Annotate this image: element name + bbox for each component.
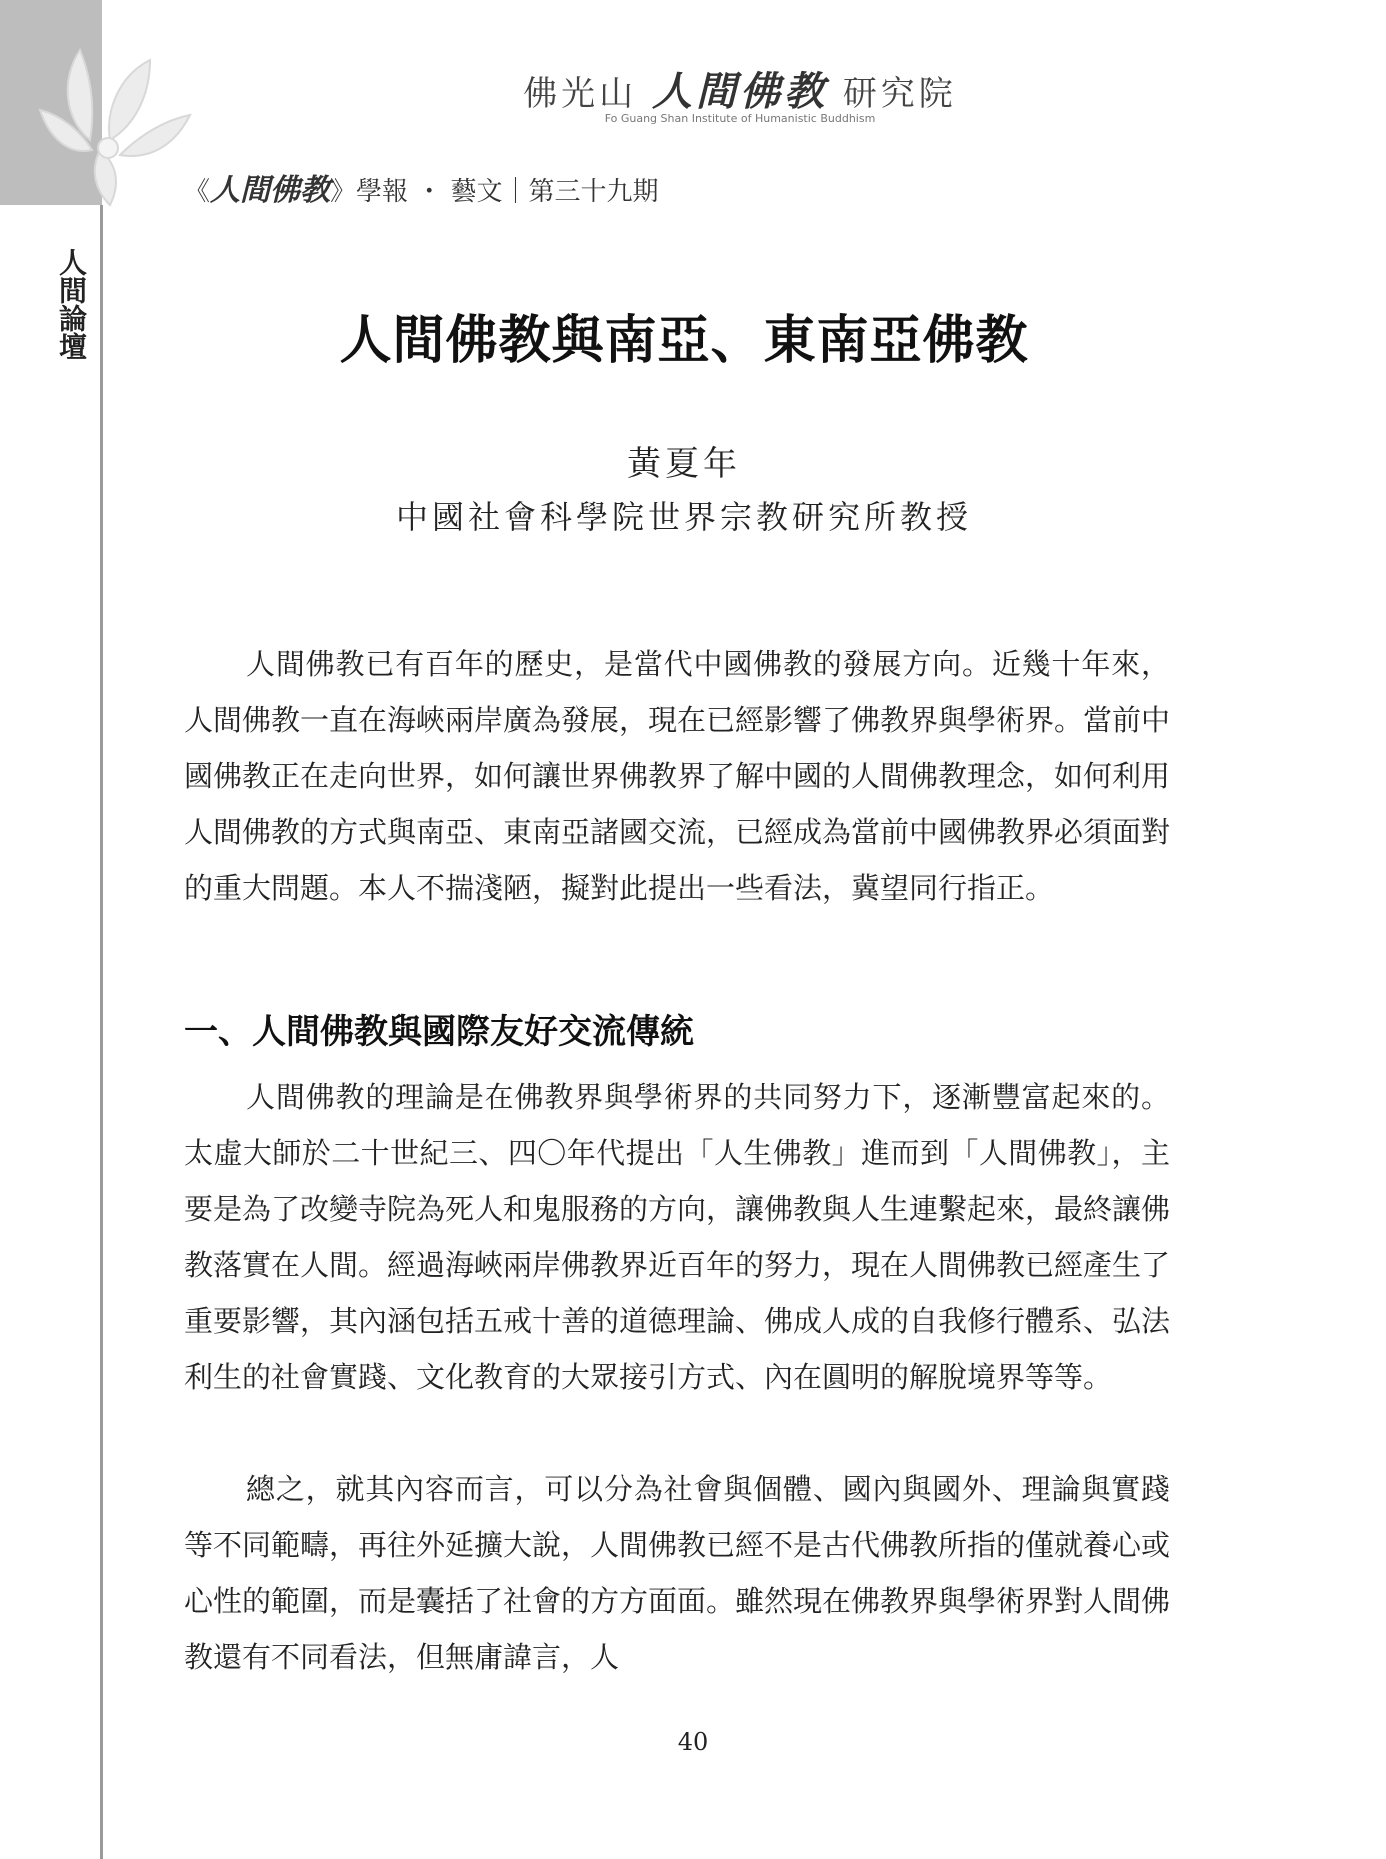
section-paragraph-2: 總之，就其內容而言，可以分為社會與個體、國內與國外、理論與實踐等不同範疇，再往外延擴大說，人間佛教已經不是古代佛教所指的僅就養心或心性的範圍，而是囊括了社會的方方面面。雖然現在佛教界與學術界對人間佛教還有不同看法，但無庸諱言，人 xyxy=(184,1472,1171,1674)
author-affiliation: 中國社會科學院世界宗教研究所教授 xyxy=(395,498,972,536)
institute-english-name: Fo Guang Shan Institute of Humanistic Buddhism xyxy=(604,112,876,125)
article-title: 人間佛教與南亞、東南亞佛教 xyxy=(339,310,1029,371)
article-author: 黃夏年 xyxy=(627,444,741,484)
institute-suffix: 研究院 xyxy=(842,74,957,114)
institute-prefix: 佛光山 xyxy=(523,74,638,114)
section-paragraph-1: 人間佛教的理論是在佛教界與學術界的共同努力下，逐漸豐富起來的。太虛大師於二十世紀三、四〇年代提出「人生佛教」進而到「人間佛教」，主要是為了改變寺院為死人和鬼服務的方向，讓佛教與人生連繫起來，最終讓佛教落實在人間。經過海峽兩岸佛教界近百年的努力，現在人間佛教已經產生了重要影響，其內涵包括五戒十善的道德理論、佛成人成的自我修行體系、弘法利生的社會實踐、文化教育的大眾接引方式、內在圓明的解脫境界等等。 xyxy=(184,1080,1171,1394)
journal-issue: 學報 ・ 藝文｜第三十九期 xyxy=(356,177,659,207)
section-side-label: 人間論壇 xyxy=(55,248,88,360)
side-rule xyxy=(100,205,103,1859)
page-number: 40 xyxy=(677,1728,709,1756)
journal-brand: 人間佛教 xyxy=(210,173,331,208)
institute-name xyxy=(480,60,1000,117)
lotus-logo-icon xyxy=(20,30,200,210)
institute-brand: 人間佛教 xyxy=(652,68,828,115)
intro-paragraph: 人間佛教已有百年的歷史，是當代中國佛教的發展方向。近幾十年來，人間佛教一直在海峽兩岸廣為發展，現在已經影響了佛教界與學術界。當前中國佛教正在走向世界，如何讓世界佛教界了解中國的人間佛教理念，如何利用人間佛教的方式與南亞、東南亞諸國交流，已經成為當前中國佛教界必須面對的重大問題。本人不揣淺陋，擬對此提出一些看法，冀望同行指正。 xyxy=(184,647,1171,905)
journal-running-head xyxy=(184,165,884,209)
section-heading: 一、人間佛教與國際友好交流傳統 xyxy=(184,1012,694,1052)
journal-close-bracket: 》 xyxy=(330,177,357,207)
journal-open-bracket: 《 xyxy=(184,177,211,207)
